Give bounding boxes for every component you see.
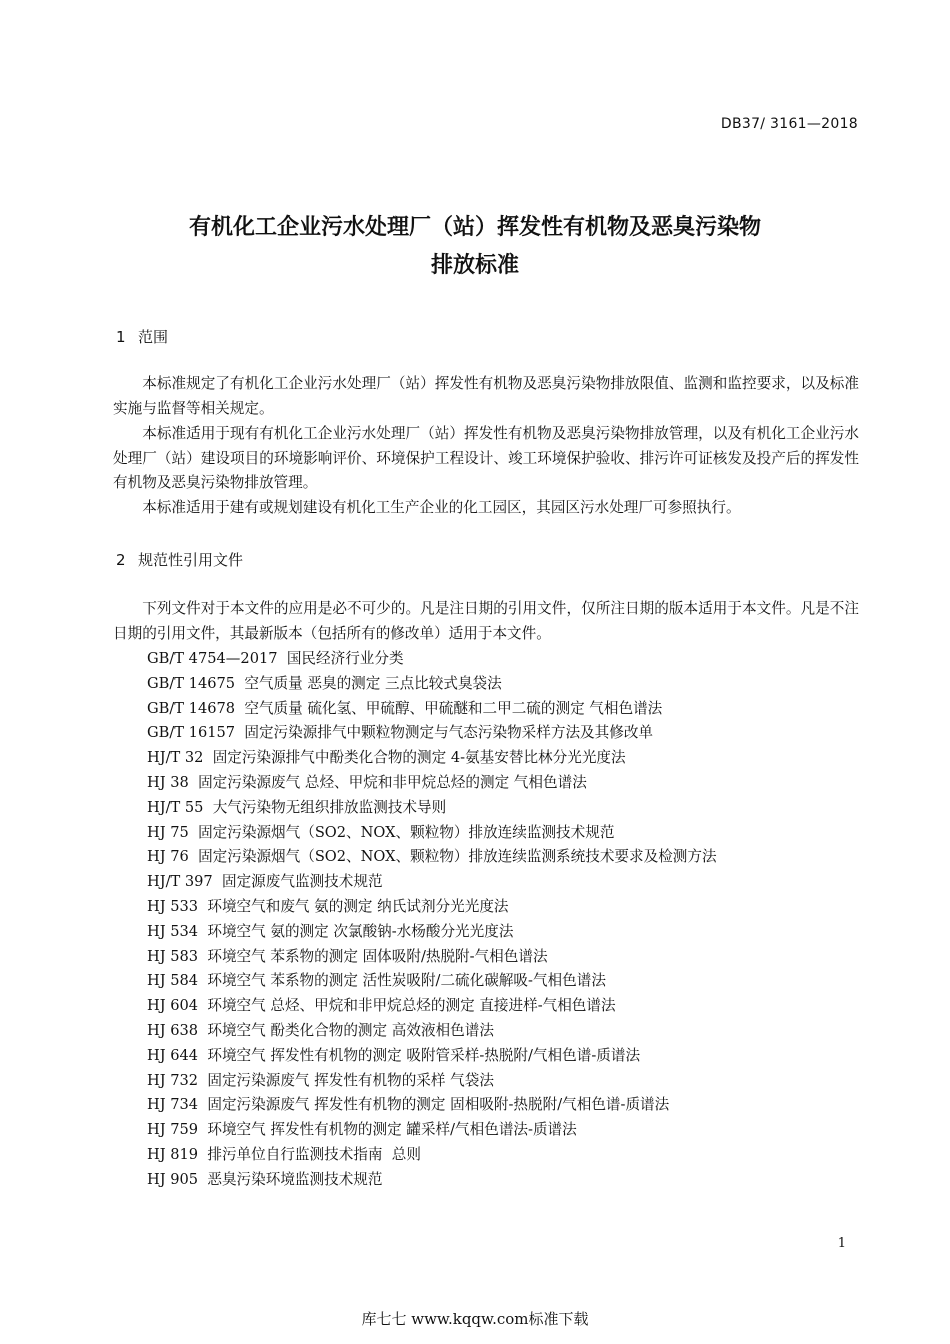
reference-item: HJ 533 环境空气和废气 氨的测定 纳氏试剂分光光度法 xyxy=(147,897,509,915)
reference-item: GB/T 14678 空气质量 硫化氢、甲硫醇、甲硫醚和二甲二硫的测定 气相色谱法 xyxy=(147,699,663,717)
reference-item: HJ 75 固定污染源烟气（SO2、NOX、颗粒物）排放连续监测技术规范 xyxy=(147,823,615,841)
reference-item: GB/T 14675 空气质量 恶臭的测定 三点比较式臭袋法 xyxy=(147,674,502,692)
document-code: DB37/ 3161—2018 xyxy=(720,116,858,132)
reference-item: HJ 583 环境空气 苯系物的测定 固体吸附/热脱附-气相色谱法 xyxy=(147,947,548,965)
reference-item: HJ 584 环境空气 苯系物的测定 活性炭吸附/二硫化碳解吸-气相色谱法 xyxy=(147,972,606,990)
section-number: 1 xyxy=(116,328,126,346)
section-number: 2 xyxy=(116,551,126,569)
section-title: 规范性引用文件 xyxy=(138,551,244,569)
footer-watermark[interactable]: 库七七 www.kqqw.com标准下载 xyxy=(361,1310,589,1328)
section-2-heading xyxy=(116,549,243,570)
reference-item: HJ 734 固定污染源废气 挥发性有机物的测定 固相吸附-热脱附/气相色谱-质谱法 xyxy=(147,1096,670,1114)
reference-item: GB/T 4754—2017 国民经济行业分类 xyxy=(147,650,404,667)
reference-item: HJ 76 固定污染源烟气（SO2、NOX、颗粒物）排放连续监测系统技术要求及检测方法 xyxy=(147,848,717,866)
normative-references-list xyxy=(147,647,717,1193)
reference-item: HJ/T 55 大气污染物无组织排放监测技术导则 xyxy=(147,798,447,816)
references-intro-paragraph: 下列文件对于本文件的应用是必不可少的。凡是注日期的引用文件，仅所注日期的版本适用于本文件。凡是不注日期的引用文件，其最新版本（包括所有的修改单）适用于本文件。 xyxy=(113,600,859,642)
reference-item: HJ 38 固定污染源废气 总烃、甲烷和非甲烷总烃的测定 气相色谱法 xyxy=(147,773,587,791)
section-title: 范围 xyxy=(138,328,169,346)
scope-paragraph-3: 本标准适用于建有或规划建设有机化工生产企业的化工园区，其园区污水处理厂可参照执行。 xyxy=(142,499,741,516)
reference-item: HJ 759 环境空气 挥发性有机物的测定 罐采样/气相色谱法-质谱法 xyxy=(147,1121,577,1139)
page-number: 1 xyxy=(837,1236,846,1251)
reference-item: HJ 819 排污单位自行监测技术指南 总则 xyxy=(147,1145,421,1163)
reference-item: HJ 534 环境空气 氨的测定 次氯酸钠-水杨酸分光光度法 xyxy=(147,922,514,940)
reference-item: HJ 905 恶臭污染环境监测技术规范 xyxy=(147,1170,383,1188)
document-title-line-1: 有机化工企业污水处理厂（站）挥发性有机物及恶臭污染物 xyxy=(188,215,761,240)
reference-item: HJ/T 397 固定源废气监测技术规范 xyxy=(147,873,383,891)
scope-paragraph-2: 本标准适用于现有有机化工企业污水处理厂（站）挥发性有机物及恶臭污染物排放管理，以及有机化工企业污水处理厂（站）建设项目的环境影响评价、环境保护工程设计、竣工环境保护验收、排污许可证核发及投产后的挥发性有机物及恶臭污染物排放管理。 xyxy=(113,425,859,492)
reference-item: HJ 644 环境空气 挥发性有机物的测定 吸附管采样-热脱附/气相色谱-质谱法 xyxy=(147,1046,641,1064)
document-title-line-2: 排放标准 xyxy=(430,253,519,278)
reference-item: HJ 732 固定污染源废气 挥发性有机物的采样 气袋法 xyxy=(147,1071,494,1089)
reference-item: HJ/T 32 固定污染源排气中酚类化合物的测定 4-氨基安替比林分光光度法 xyxy=(147,749,626,767)
reference-item: HJ 604 环境空气 总烃、甲烷和非甲烷总烃的测定 直接进样-气相色谱法 xyxy=(147,997,616,1015)
reference-item: HJ 638 环境空气 酚类化合物的测定 高效液相色谱法 xyxy=(147,1021,494,1039)
scope-paragraph-1: 本标准规定了有机化工企业污水处理厂（站）挥发性有机物及恶臭污染物排放限值、监测和监控要求，以及标准实施与监督等相关规定。 xyxy=(113,375,859,417)
section-1-heading xyxy=(116,326,168,347)
reference-item: GB/T 16157 固定污染源排气中颗粒物测定与气态污染物采样方法及其修改单 xyxy=(147,724,654,742)
